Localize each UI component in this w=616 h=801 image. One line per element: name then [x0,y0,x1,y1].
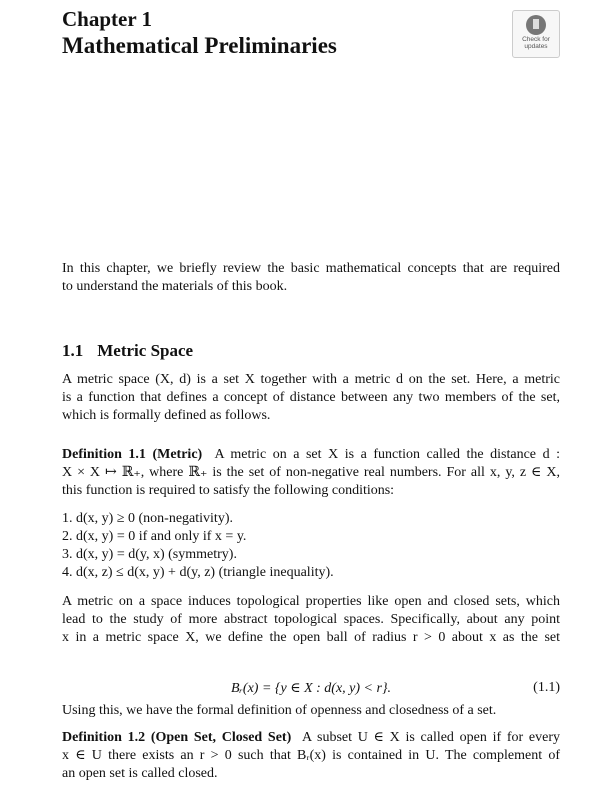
text-line: x ∈ U there exists an r > 0 such that Bᵣ(x) is contained in U. The complement of [62,748,560,763]
paragraph-topology [62,593,560,647]
list-item: 4. d(x, z) ≤ d(x, y) + d(y, z) (triangle inequality). [62,565,334,580]
section-heading [62,341,207,361]
text-line: x in a metric space X, we define the open ball of radius r > 0 about x as the set [62,630,560,645]
check-for-updates-badge[interactable] [512,10,560,58]
update-icon [526,15,546,35]
list-item: 2. d(x, y) = 0 if and only if x = y. [62,529,247,544]
text-line: lead to the study of more abstract topological spaces. Specifically, about any point [62,612,560,627]
definition-metric [62,446,560,500]
conditions-list [62,510,560,582]
text-line: A metric on a space induces topological properties like open and closed sets, which [62,594,560,609]
text-line: A metric space (X, d) is a set X together with a metric d on the set. Here, a metric [62,372,560,387]
intro-paragraph [62,260,560,296]
paragraph-metric-space [62,371,560,425]
section-title: Metric Space [97,341,194,360]
text-line: Using this, we have the formal definition of openness and closedness of a set. [62,703,497,718]
text-line: A subset U ∈ X is called open if for every [301,730,560,745]
paragraph-using-this [62,702,560,720]
text-line: is a function that defines a concept of distance between any two members of the set, [62,390,560,405]
chapter-title: Mathematical Preliminaries [62,33,337,58]
equation-number: (1.1) [533,680,560,695]
chapter-number: Chapter 1 [62,7,153,31]
list-item: 3. d(x, y) = d(y, x) (symmetry). [62,547,237,562]
text-line: this function is required to satisfy the following conditions: [62,483,395,498]
section-number: 1.1 [62,341,84,360]
definition-open-closed-set [62,729,560,783]
definition-label: Definition 1.2 (Open Set, Closed Set) [62,730,292,745]
badge-line: updates [524,43,548,50]
list-item: 1. d(x, y) ≥ 0 (non-negativity). [62,511,233,526]
definition-label: Definition 1.1 (Metric) [62,447,203,462]
text-line: A metric on a set X is a function called the distance d : [214,447,560,462]
text-line: In this chapter, we briefly review the basic mathematical concepts that are required [62,261,560,276]
equation-text: Bᵣ(x) = {y ∈ X : d(x, y) < r}. [230,681,392,696]
text-line: an open set is called closed. [62,766,218,781]
badge-line: Check for [522,36,550,43]
text-line: X × X ↦ ℝ₊, where ℝ₊ is the set of non-negative real numbers. For all x, y, z ∈ X, [62,465,560,480]
equation-open-ball [62,680,560,697]
text-line: which is formally defined as follows. [62,408,271,423]
text-line: to understand the materials of this book. [62,279,288,294]
